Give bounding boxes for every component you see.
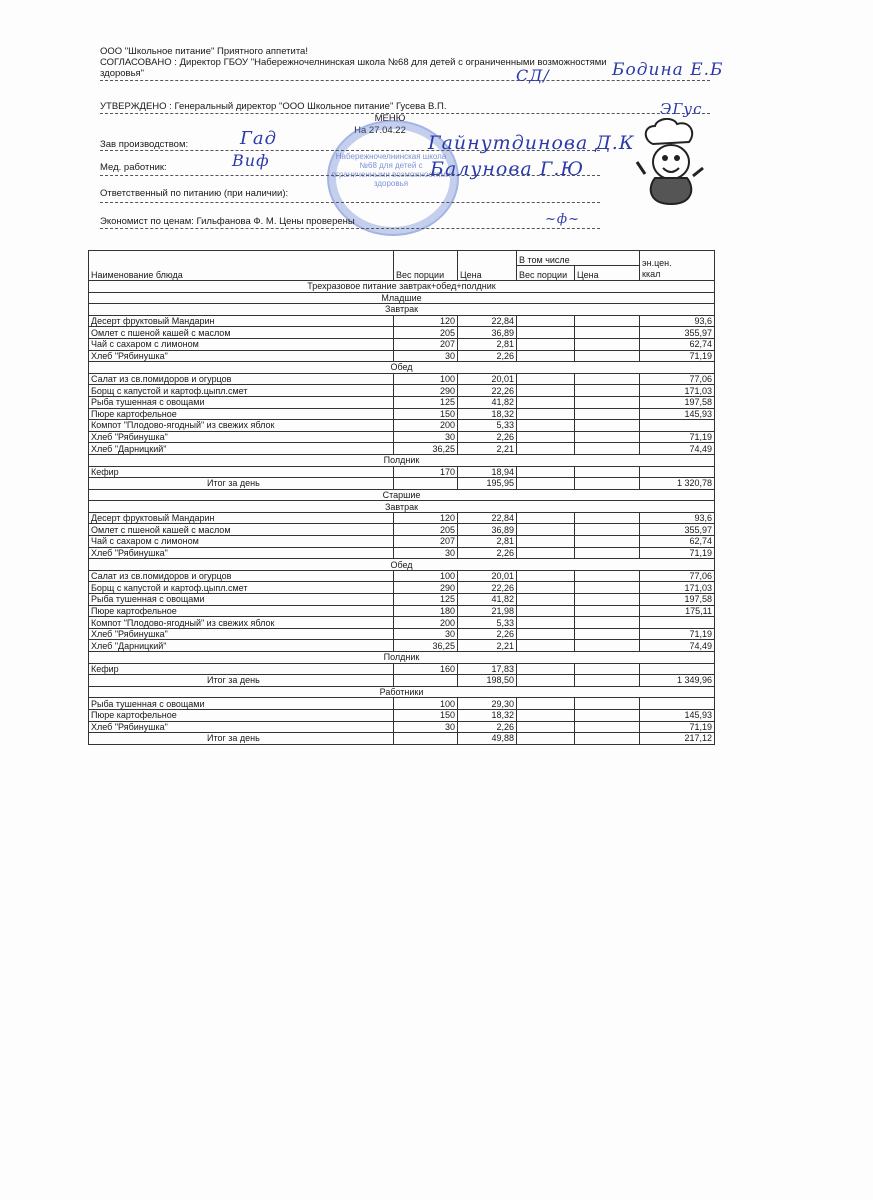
plan-label: Трехразовое питание завтрак+обед+полдник xyxy=(89,281,715,293)
table-row xyxy=(89,570,715,582)
dish-weight: 100 xyxy=(394,698,458,710)
dish-weight: 150 xyxy=(394,709,458,721)
dish-inc-weight xyxy=(517,721,575,733)
total-label: Итог за день xyxy=(89,733,394,745)
col-header-inc-weight: Вес порции xyxy=(517,266,575,281)
dish-weight: 30 xyxy=(394,350,458,362)
dish-price: 2,26 xyxy=(458,547,517,559)
section-title: Работники xyxy=(89,686,715,698)
dish-inc-price xyxy=(575,408,640,420)
dish-inc-price xyxy=(575,431,640,443)
dish-price: 41,82 xyxy=(458,594,517,606)
table-row xyxy=(89,709,715,721)
dish-weight: 125 xyxy=(394,594,458,606)
dish-kcal: 71,19 xyxy=(640,721,715,733)
table-row xyxy=(89,327,715,339)
dish-inc-price xyxy=(575,443,640,455)
dish-kcal: 93,6 xyxy=(640,315,715,327)
dish-inc-price xyxy=(575,466,640,478)
dish-inc-price xyxy=(575,420,640,432)
general-director-signature: ЭГус xyxy=(660,100,703,118)
dish-name: Хлеб "Рябинушка" xyxy=(89,628,394,640)
dish-weight: 180 xyxy=(394,605,458,617)
table-row xyxy=(89,524,715,536)
dish-price: 2,26 xyxy=(458,350,517,362)
meal-header-row xyxy=(89,362,715,374)
dish-inc-weight xyxy=(517,512,575,524)
dish-inc-weight xyxy=(517,431,575,443)
dish-inc-weight xyxy=(517,420,575,432)
table-row xyxy=(89,373,715,385)
dish-price: 22,84 xyxy=(458,512,517,524)
total-weight xyxy=(394,733,458,745)
medic-signature: Виф xyxy=(232,151,270,170)
table-row xyxy=(89,420,715,432)
dish-weight: 125 xyxy=(394,396,458,408)
dish-name: Хлеб "Рябинушка" xyxy=(89,547,394,559)
meal-title: Обед xyxy=(89,362,715,374)
dish-name: Хлеб "Дарницкий" xyxy=(89,443,394,455)
dish-inc-weight xyxy=(517,640,575,652)
dish-weight: 30 xyxy=(394,628,458,640)
total-price: 49,88 xyxy=(458,733,517,745)
dish-price: 2,21 xyxy=(458,443,517,455)
dish-weight: 290 xyxy=(394,385,458,397)
table-row xyxy=(89,698,715,710)
dish-inc-weight xyxy=(517,385,575,397)
meal-title: Полдник xyxy=(89,454,715,466)
dish-inc-weight xyxy=(517,547,575,559)
dish-inc-weight xyxy=(517,698,575,710)
dish-kcal xyxy=(640,420,715,432)
meal-header-row xyxy=(89,559,715,571)
agreed-line: СОГЛАСОВАНО : Директор ГБОУ "Набережночелнинская школа №68 для детей с ограниченными возможностями здоровья" xyxy=(100,57,607,79)
plan-row xyxy=(89,281,715,293)
col-header-including: В том числе xyxy=(517,251,640,266)
dish-inc-weight xyxy=(517,617,575,629)
table-row xyxy=(89,466,715,478)
dish-kcal: 355,97 xyxy=(640,327,715,339)
director-signature: СД/ xyxy=(516,66,550,85)
dish-inc-weight xyxy=(517,315,575,327)
dish-weight: 207 xyxy=(394,338,458,350)
dish-inc-price xyxy=(575,617,640,629)
dish-name: Компот "Плодово-ягодный" из свежих яблок xyxy=(89,617,394,629)
economist-signature-line xyxy=(100,228,600,229)
responsible-label: Ответственный по питанию (при наличии): xyxy=(100,188,289,199)
meal-title: Обед xyxy=(89,559,715,571)
dish-price: 2,81 xyxy=(458,338,517,350)
dish-weight: 120 xyxy=(394,315,458,327)
company-line: ООО "Школьное питание" Приятного аппетита! xyxy=(100,46,308,57)
dish-name: Пюре картофельное xyxy=(89,605,394,617)
chef-logo-icon xyxy=(633,118,705,208)
menu-table xyxy=(88,250,715,745)
dish-kcal: 77,06 xyxy=(640,570,715,582)
dish-price: 18,32 xyxy=(458,408,517,420)
total-row xyxy=(89,675,715,687)
dish-name: Хлеб "Рябинушка" xyxy=(89,431,394,443)
dish-kcal: 74,49 xyxy=(640,443,715,455)
dish-weight: 205 xyxy=(394,327,458,339)
table-row xyxy=(89,617,715,629)
dish-inc-price xyxy=(575,396,640,408)
dish-inc-weight xyxy=(517,466,575,478)
dish-inc-weight xyxy=(517,536,575,548)
dish-name: Компот "Плодово-ягодный" из свежих яблок xyxy=(89,420,394,432)
dish-inc-price xyxy=(575,663,640,675)
dish-kcal: 77,06 xyxy=(640,373,715,385)
dish-kcal xyxy=(640,698,715,710)
dish-name: Салат из св.помидоров и огурцов xyxy=(89,373,394,385)
production-signature: Гад xyxy=(240,128,278,149)
agreed-signature-line xyxy=(100,80,710,81)
dish-weight: 36,25 xyxy=(394,443,458,455)
dish-inc-weight xyxy=(517,663,575,675)
dish-name: Чай с сахаром с лимоном xyxy=(89,338,394,350)
dish-weight: 207 xyxy=(394,536,458,548)
dish-inc-weight xyxy=(517,709,575,721)
total-inc-weight xyxy=(517,733,575,745)
dish-kcal: 62,74 xyxy=(640,536,715,548)
table-row xyxy=(89,350,715,362)
dish-weight: 200 xyxy=(394,420,458,432)
table-row xyxy=(89,396,715,408)
economist-signature: ~ф~ xyxy=(545,212,580,227)
total-inc-price xyxy=(575,478,640,490)
dish-name: Десерт фруктовый Мандарин xyxy=(89,512,394,524)
dish-weight: 30 xyxy=(394,431,458,443)
dish-inc-price xyxy=(575,524,640,536)
total-row xyxy=(89,478,715,490)
dish-price: 36,89 xyxy=(458,327,517,339)
dish-inc-price xyxy=(575,373,640,385)
dish-name: Чай с сахаром с лимоном xyxy=(89,536,394,548)
total-label: Итог за день xyxy=(89,478,394,490)
dish-name: Десерт фруктовый Мандарин xyxy=(89,315,394,327)
dish-name: Омлет с пшеной кашей с маслом xyxy=(89,524,394,536)
dish-name: Борщ с капустой и картоф.цыпл.смет xyxy=(89,385,394,397)
dish-inc-weight xyxy=(517,570,575,582)
dish-price: 22,26 xyxy=(458,385,517,397)
dish-name: Рыба тушенная с овощами xyxy=(89,698,394,710)
table-header-row-1 xyxy=(89,251,715,266)
dish-inc-weight xyxy=(517,327,575,339)
table-row xyxy=(89,663,715,675)
table-row xyxy=(89,721,715,733)
production-label: Зав производством: xyxy=(100,139,189,150)
dish-inc-weight xyxy=(517,408,575,420)
meal-header-row xyxy=(89,652,715,664)
total-price: 195,95 xyxy=(458,478,517,490)
dish-name: Пюре картофельное xyxy=(89,408,394,420)
section-header-row xyxy=(89,292,715,304)
dish-price: 2,21 xyxy=(458,640,517,652)
dish-inc-price xyxy=(575,512,640,524)
dish-inc-price xyxy=(575,327,640,339)
dish-inc-weight xyxy=(517,582,575,594)
menu-date: На 27.04.22 xyxy=(354,125,406,136)
table-row xyxy=(89,594,715,606)
total-inc-price xyxy=(575,733,640,745)
dish-name: Хлеб "Рябинушка" xyxy=(89,350,394,362)
dish-inc-price xyxy=(575,385,640,397)
dish-price: 18,32 xyxy=(458,709,517,721)
dish-name: Борщ с капустой и картоф.цыпл.смет xyxy=(89,582,394,594)
table-row xyxy=(89,338,715,350)
dish-price: 20,01 xyxy=(458,570,517,582)
dish-kcal: 145,93 xyxy=(640,709,715,721)
dish-kcal: 197,58 xyxy=(640,396,715,408)
dish-kcal: 171,03 xyxy=(640,385,715,397)
dish-kcal: 145,93 xyxy=(640,408,715,420)
total-kcal: 217,12 xyxy=(640,733,715,745)
dish-name: Омлет с пшеной кашей с маслом xyxy=(89,327,394,339)
col-header-name: Наименование блюда xyxy=(89,251,394,281)
dish-kcal: 71,19 xyxy=(640,431,715,443)
dish-inc-price xyxy=(575,594,640,606)
meal-title: Завтрак xyxy=(89,304,715,316)
dish-kcal: 71,19 xyxy=(640,547,715,559)
table-row xyxy=(89,605,715,617)
col-header-weight: Вес порции xyxy=(394,251,458,281)
dish-kcal: 71,19 xyxy=(640,350,715,362)
dish-price: 2,26 xyxy=(458,628,517,640)
dish-kcal: 355,97 xyxy=(640,524,715,536)
responsible-signature-line xyxy=(100,202,600,203)
dish-price: 2,26 xyxy=(458,721,517,733)
production-handwritten-name: Гайнутдинова Д.К xyxy=(428,132,635,154)
section-header-row xyxy=(89,686,715,698)
dish-weight: 100 xyxy=(394,373,458,385)
dish-price: 5,33 xyxy=(458,420,517,432)
total-kcal: 1 349,96 xyxy=(640,675,715,687)
dish-weight: 30 xyxy=(394,721,458,733)
dish-name: Рыба тушенная с овощами xyxy=(89,396,394,408)
director-handwritten-name: Бодина Е.Б xyxy=(612,60,724,80)
col-header-inc-price: Цена xyxy=(575,266,640,281)
dish-name: Хлеб "Рябинушка" xyxy=(89,721,394,733)
col-header-energy xyxy=(640,251,715,281)
table-row xyxy=(89,315,715,327)
approved-line: УТВЕРЖДЕНО : Генеральный директор "ООО Школьное питание" Гусева В.П. xyxy=(100,101,447,112)
dish-inc-price xyxy=(575,721,640,733)
table-row xyxy=(89,582,715,594)
dish-inc-price xyxy=(575,582,640,594)
dish-inc-price xyxy=(575,536,640,548)
dish-inc-price xyxy=(575,338,640,350)
dish-name: Кефир xyxy=(89,466,394,478)
dish-weight: 120 xyxy=(394,512,458,524)
table-row xyxy=(89,443,715,455)
total-label: Итог за день xyxy=(89,675,394,687)
total-row xyxy=(89,733,715,745)
table-row xyxy=(89,431,715,443)
menu-title: МЕНЮ xyxy=(374,113,406,124)
total-price: 198,50 xyxy=(458,675,517,687)
dish-name: Пюре картофельное xyxy=(89,709,394,721)
dish-name: Рыба тушенная с овощами xyxy=(89,594,394,606)
dish-kcal: 175,11 xyxy=(640,605,715,617)
total-inc-price xyxy=(575,675,640,687)
dish-inc-weight xyxy=(517,338,575,350)
dish-kcal xyxy=(640,466,715,478)
energy-label-2: ккал xyxy=(642,269,661,279)
dish-inc-weight xyxy=(517,594,575,606)
economist-line: Экономист по ценам: Гильфанова Ф. М. Цены проверены xyxy=(100,216,355,227)
dish-price: 2,26 xyxy=(458,431,517,443)
section-header-row xyxy=(89,489,715,501)
table-row xyxy=(89,512,715,524)
table-row xyxy=(89,547,715,559)
dish-weight: 36,25 xyxy=(394,640,458,652)
meal-title: Полдник xyxy=(89,652,715,664)
table-row xyxy=(89,640,715,652)
dish-inc-price xyxy=(575,628,640,640)
dish-inc-weight xyxy=(517,628,575,640)
total-inc-weight xyxy=(517,675,575,687)
dish-price: 41,82 xyxy=(458,396,517,408)
medic-handwritten-name: Балунова Г.Ю xyxy=(430,158,585,180)
dish-kcal: 71,19 xyxy=(640,628,715,640)
total-kcal: 1 320,78 xyxy=(640,478,715,490)
dish-inc-price xyxy=(575,315,640,327)
dish-price: 22,26 xyxy=(458,582,517,594)
dish-inc-price xyxy=(575,698,640,710)
dish-inc-weight xyxy=(517,373,575,385)
dish-kcal xyxy=(640,663,715,675)
table-row xyxy=(89,628,715,640)
dish-inc-weight xyxy=(517,605,575,617)
total-inc-weight xyxy=(517,478,575,490)
dish-inc-weight xyxy=(517,350,575,362)
dish-price: 20,01 xyxy=(458,373,517,385)
dish-inc-price xyxy=(575,570,640,582)
energy-label-1: эн.цен. xyxy=(642,258,672,268)
dish-inc-price xyxy=(575,605,640,617)
section-title: Младшие xyxy=(89,292,715,304)
table-row xyxy=(89,385,715,397)
table-row xyxy=(89,536,715,548)
total-weight xyxy=(394,478,458,490)
dish-weight: 290 xyxy=(394,582,458,594)
dish-kcal xyxy=(640,617,715,629)
dish-weight: 160 xyxy=(394,663,458,675)
dish-price: 36,89 xyxy=(458,524,517,536)
stamp-text: Набережночелнинская школа №68 для детей с ограниченными возможностями здоровья xyxy=(331,152,451,188)
dish-price: 22,84 xyxy=(458,315,517,327)
dish-weight: 200 xyxy=(394,617,458,629)
dish-kcal: 62,74 xyxy=(640,338,715,350)
section-title: Старшие xyxy=(89,489,715,501)
dish-name: Кефир xyxy=(89,663,394,675)
dish-kcal: 74,49 xyxy=(640,640,715,652)
dish-inc-price xyxy=(575,547,640,559)
dish-price: 18,94 xyxy=(458,466,517,478)
col-header-price: Цена xyxy=(458,251,517,281)
meal-header-row xyxy=(89,501,715,513)
dish-weight: 30 xyxy=(394,547,458,559)
dish-inc-price xyxy=(575,350,640,362)
dish-inc-price xyxy=(575,709,640,721)
meal-title: Завтрак xyxy=(89,501,715,513)
table-row xyxy=(89,408,715,420)
dish-price: 17,83 xyxy=(458,663,517,675)
dish-inc-weight xyxy=(517,524,575,536)
dish-price: 5,33 xyxy=(458,617,517,629)
dish-weight: 205 xyxy=(394,524,458,536)
meal-header-row xyxy=(89,304,715,316)
dish-kcal: 197,58 xyxy=(640,594,715,606)
dish-inc-price xyxy=(575,640,640,652)
dish-name: Хлеб "Дарницкий" xyxy=(89,640,394,652)
dish-price: 29,30 xyxy=(458,698,517,710)
dish-weight: 150 xyxy=(394,408,458,420)
dish-weight: 100 xyxy=(394,570,458,582)
dish-inc-weight xyxy=(517,396,575,408)
total-weight xyxy=(394,675,458,687)
dish-kcal: 171,03 xyxy=(640,582,715,594)
dish-name: Салат из св.помидоров и огурцов xyxy=(89,570,394,582)
medic-label: Мед. работник: xyxy=(100,162,167,173)
dish-inc-weight xyxy=(517,443,575,455)
dish-weight: 170 xyxy=(394,466,458,478)
dish-price: 2,81 xyxy=(458,536,517,548)
meal-header-row xyxy=(89,454,715,466)
dish-kcal: 93,6 xyxy=(640,512,715,524)
dish-price: 21,98 xyxy=(458,605,517,617)
